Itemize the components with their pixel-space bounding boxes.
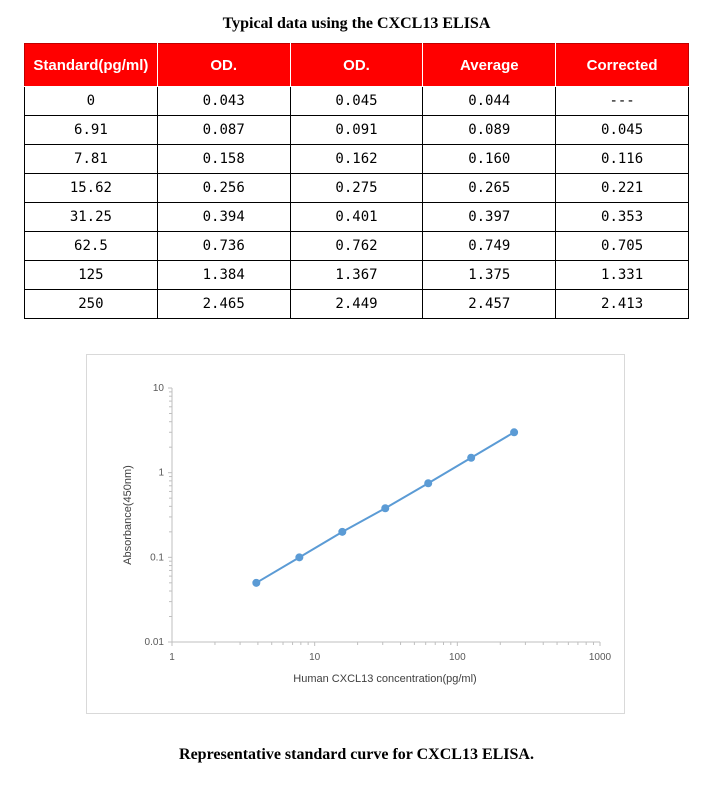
header-od-1: OD.	[157, 44, 290, 87]
cell-standard: 62.5	[25, 232, 158, 261]
data-point	[510, 428, 518, 436]
data-point	[424, 479, 432, 487]
cell-od-1: 0.087	[157, 116, 290, 145]
cell-average: 2.457	[423, 290, 556, 319]
cell-od-1: 0.043	[157, 87, 290, 116]
standard-curve-chart	[86, 354, 625, 714]
cell-od-1: 1.384	[157, 261, 290, 290]
x-axis-label: Human CXCL13 concentration(pg/ml)	[293, 673, 477, 685]
cell-corrected: 1.331	[556, 261, 689, 290]
header-od-2: OD.	[290, 44, 423, 87]
data-point	[381, 504, 389, 512]
cell-average: 0.044	[423, 87, 556, 116]
cell-standard: 6.91	[25, 116, 158, 145]
x-tick-label: 10	[309, 652, 321, 663]
cell-od-1: 2.465	[157, 290, 290, 319]
cell-od-2: 0.275	[290, 174, 423, 203]
cell-od-2: 0.091	[290, 116, 423, 145]
cell-corrected: 0.116	[556, 145, 689, 174]
table-row	[25, 261, 689, 290]
table-row	[25, 87, 689, 116]
cell-average: 0.749	[423, 232, 556, 261]
x-tick-label: 1000	[588, 652, 612, 663]
cell-average: 0.089	[423, 116, 556, 145]
cell-standard: 15.62	[25, 174, 158, 203]
cell-od-2: 2.449	[290, 290, 423, 319]
header-average: Average	[423, 44, 556, 87]
y-tick-label: 1	[158, 467, 164, 479]
cell-corrected: 0.221	[556, 174, 689, 203]
y-tick-label: 0.01	[144, 637, 164, 648]
figure-caption: Representative standard curve for CXCL13 ELISA.	[179, 746, 534, 763]
header-corrected: Corrected	[556, 44, 689, 87]
y-tick-label: 10	[152, 383, 164, 394]
table-header-row	[25, 44, 689, 87]
axes-layer	[172, 388, 600, 642]
cell-od-2: 0.045	[290, 87, 423, 116]
table-row	[25, 145, 689, 174]
x-tick-label: 1	[169, 652, 175, 663]
tick-layer	[145, 383, 612, 663]
table-row	[25, 203, 689, 232]
cell-standard: 31.25	[25, 203, 158, 232]
cell-average: 0.160	[423, 145, 556, 174]
x-tick-label: 100	[448, 652, 466, 663]
cell-average: 1.375	[423, 261, 556, 290]
cell-od-1: 0.394	[157, 203, 290, 232]
cell-average: 0.397	[423, 203, 556, 232]
data-point	[252, 579, 260, 587]
cell-corrected: 0.353	[556, 203, 689, 232]
cell-od-1: 0.158	[157, 145, 290, 174]
header-standard: Standard(pg/ml)	[25, 44, 158, 87]
cell-od-2: 1.367	[290, 261, 423, 290]
cell-corrected: ---	[556, 87, 689, 116]
y-tick-label: 0.1	[150, 552, 164, 564]
table-row	[25, 232, 689, 261]
data-point	[467, 454, 475, 462]
cell-od-2: 0.162	[290, 145, 423, 174]
data-point	[338, 528, 346, 536]
cell-od-1: 0.256	[157, 174, 290, 203]
series-layer	[252, 428, 518, 587]
cell-od-2: 0.762	[290, 232, 423, 261]
cell-corrected: 0.705	[556, 232, 689, 261]
cell-od-1: 0.736	[157, 232, 290, 261]
data-point	[295, 553, 303, 561]
cell-average: 0.265	[423, 174, 556, 203]
table-row	[25, 174, 689, 203]
table-row	[25, 290, 689, 319]
cell-standard: 7.81	[25, 145, 158, 174]
cell-standard: 125	[25, 261, 158, 290]
y-axis-label: Absorbance(450nm)	[122, 465, 134, 565]
cell-od-2: 0.401	[290, 203, 423, 232]
cell-standard: 250	[25, 290, 158, 319]
cell-standard: 0	[25, 87, 158, 116]
data-table	[24, 43, 689, 319]
cell-corrected: 0.045	[556, 116, 689, 145]
table-title: Typical data using the CXCL13 ELISA	[222, 15, 491, 32]
chart-plot	[87, 355, 624, 713]
cell-corrected: 2.413	[556, 290, 689, 319]
table-row	[25, 116, 689, 145]
